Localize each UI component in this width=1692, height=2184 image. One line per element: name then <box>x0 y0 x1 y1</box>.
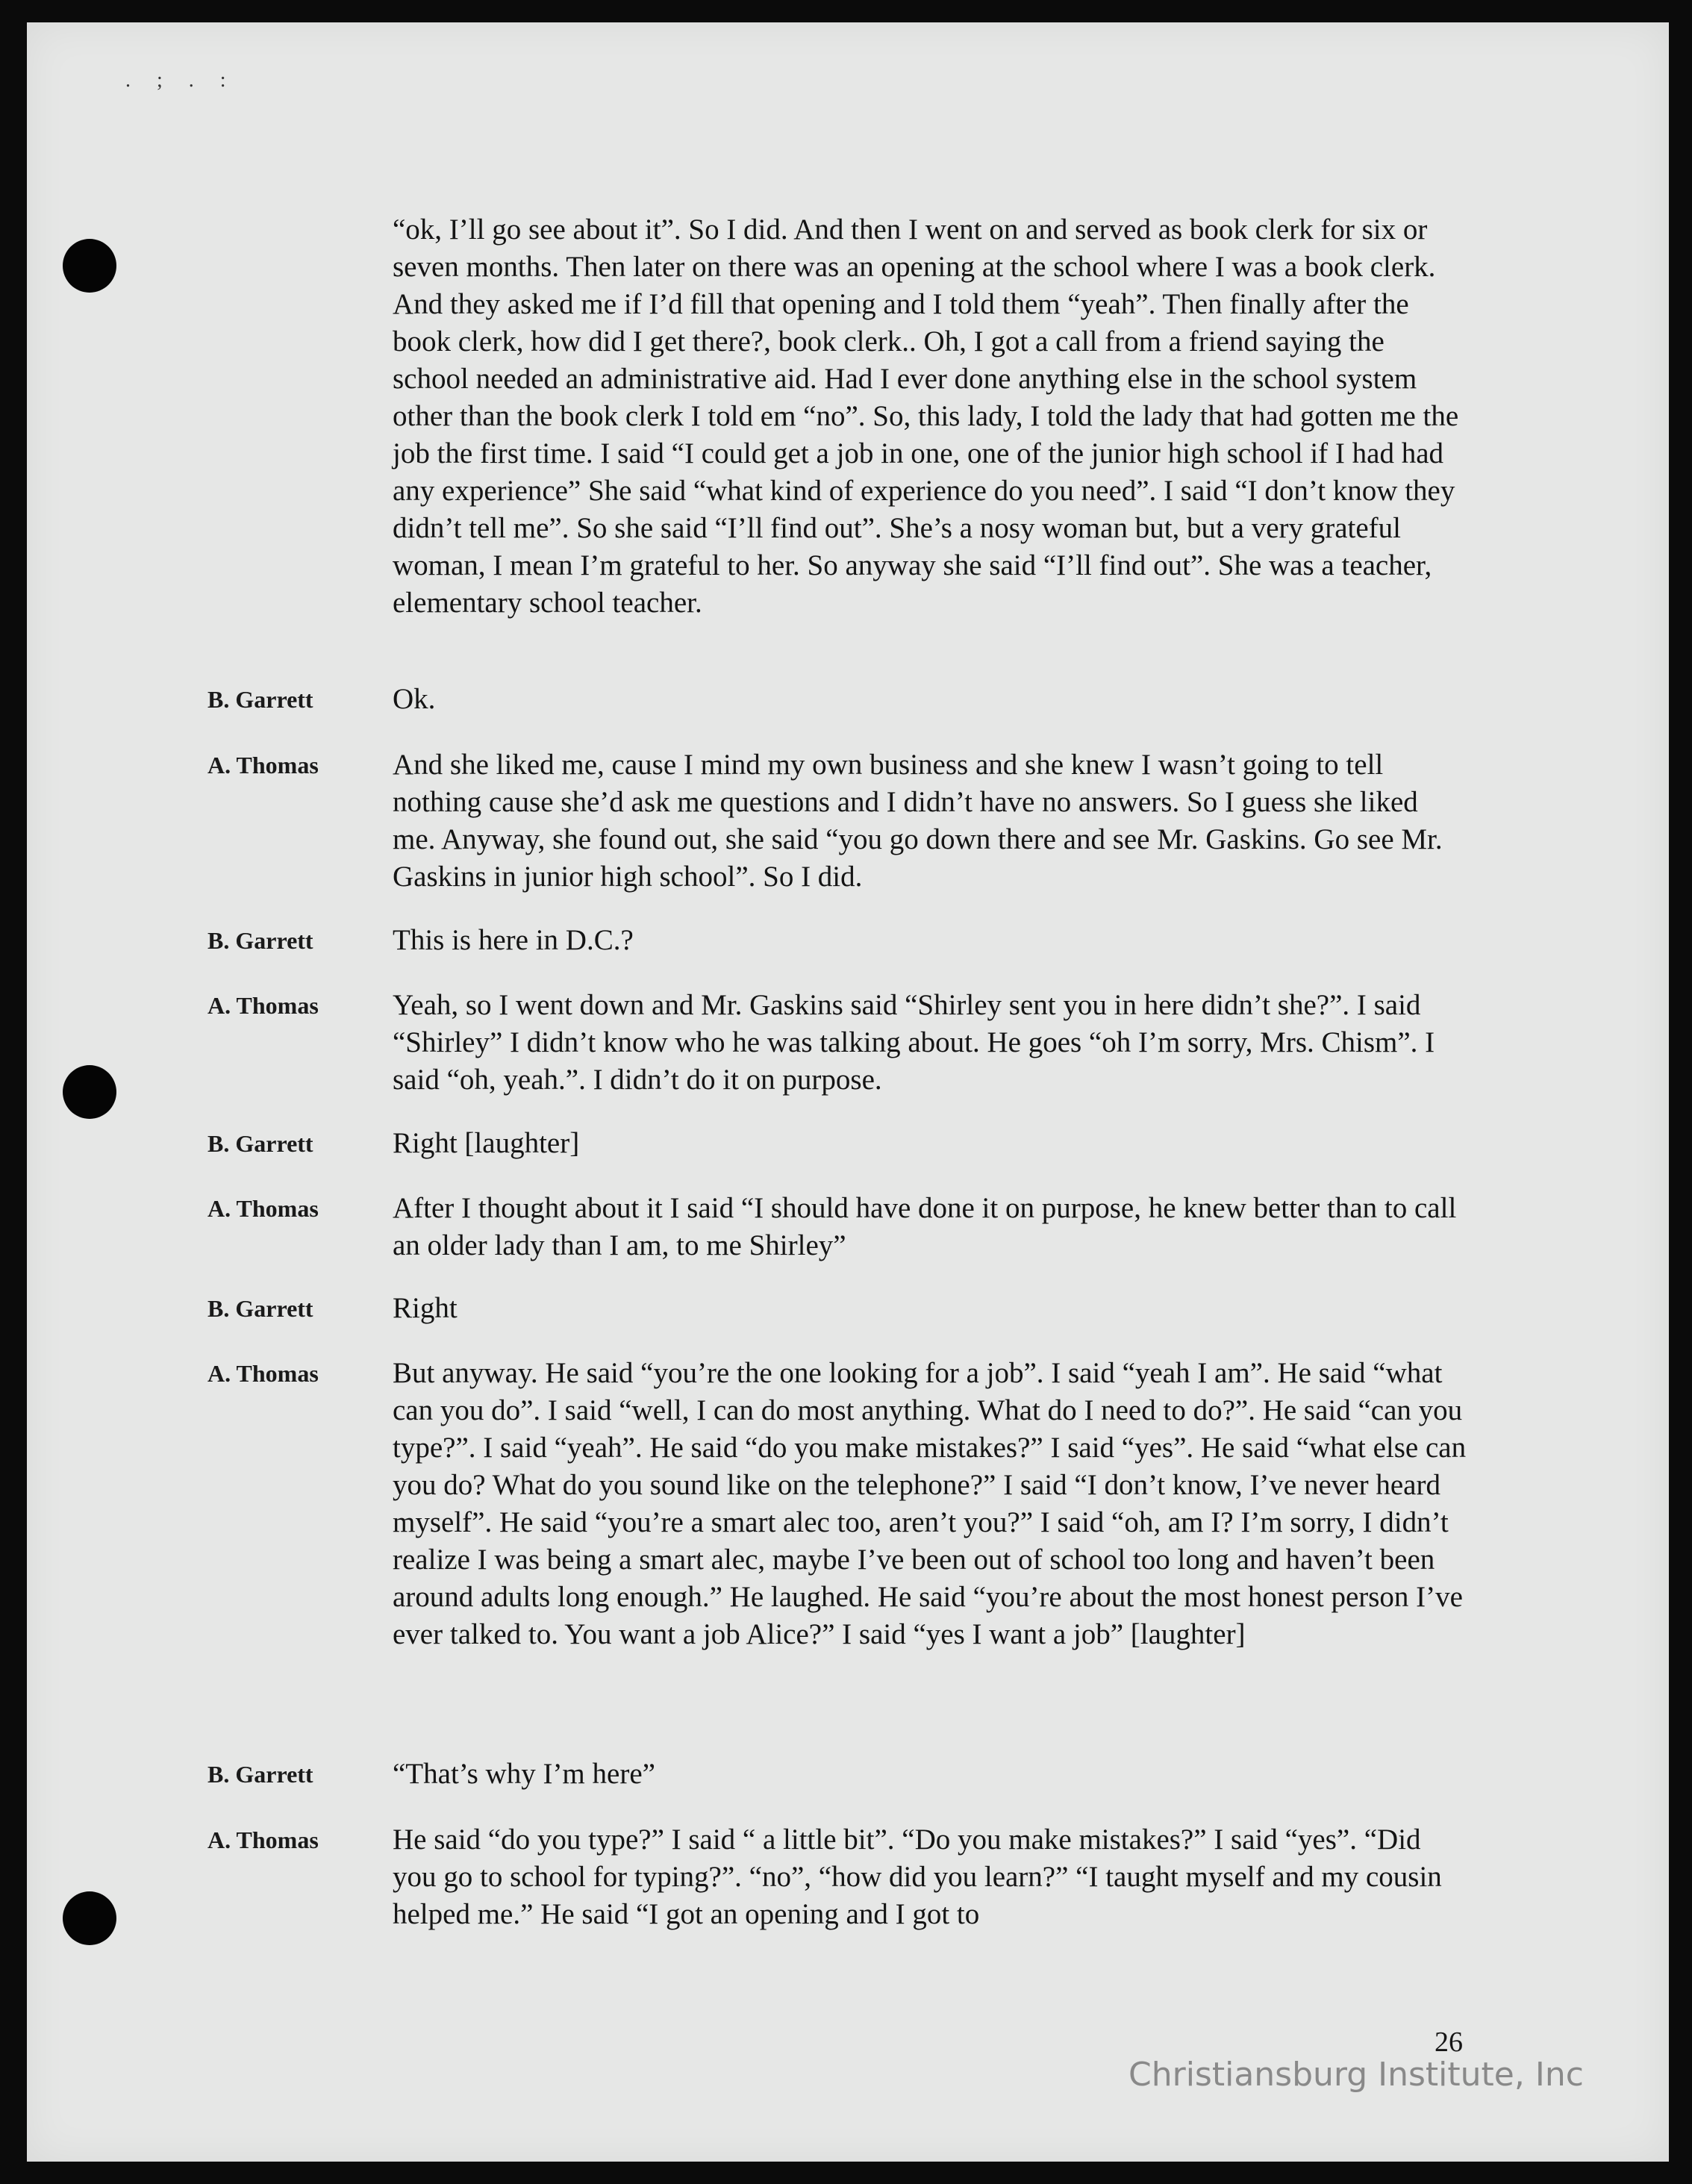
utterance-text: After I thought about it I said “I should have done it on purpose, he knew better than to call an older lady than I am, to me Shirley” <box>393 1192 1457 1261</box>
speaker-label: B. Garrett <box>207 927 313 954</box>
utterance-text: He said “do you type?” I said “ a little bit”. “Do you make mistakes?” I said “yes”. “Did you go to school for typing?”. “no”, “how did you learn?” “I taught myself and my cousin helped me.” He said “I got an opening and I got to <box>393 1823 1442 1930</box>
speaker-label: A. Thomas <box>207 1195 319 1222</box>
speaker-label: B. Garrett <box>207 686 313 713</box>
speaker-label: A. Thomas <box>207 1360 319 1387</box>
speaker-label: B. Garrett <box>207 1130 313 1157</box>
utterance-text: Yeah, so I went down and Mr. Gaskins said “Shirley sent you in here didn’t she?”. I said “Shirley” I didn’t know who he was talking about. He goes “oh I’m sorry, Mrs. Chism”. I said “oh, yeah.”. I didn’t do it on purpose. <box>393 989 1435 1096</box>
utterance-text: “That’s why I’m here” <box>393 1758 655 1790</box>
continuation-paragraph: “ok, I’ll go see about it”. So I did. And then I went on and served as book clerk for six or seven months. Then later on there was an opening at the school where I was a book clerk. And they asked me if I’d fill that opening and I told them “yeah”. Then finally after the book clerk, how did I get there?, book clerk.. Oh, I got a call from a friend saying the school needed an administrative aid. Had I ever done anything else in the school system other than the book clerk I told em “no”. So, this lady, I told the lady that had gotten me the job the first time. I said “I could get a job in one, one of the junior high school if I had had any experience” She said “what kind of experience do you need”. I said “I don’t know they didn’t tell me”. So she said “I’ll find out”. She’s a nosy woman but, but a very grateful woman, I mean I’m grateful to her. So anyway she said “I’ll find out”. She was a teacher, elementary school teacher. <box>393 213 1459 619</box>
utterance-text: Ok. <box>393 683 436 715</box>
page-number: 26 <box>1435 2027 1463 2058</box>
utterance-text: And she liked me, cause I mind my own business and she knew I wasn’t going to tell nothing cause she’d ask me questions and I didn’t have no answers. So I guess she liked me. Anyway, she found out, she said “you go down there and see Mr. Gaskins. Go see Mr. Gaskins in junior high school”. So I did. <box>393 749 1443 893</box>
speaker-label: B. Garrett <box>207 1761 313 1788</box>
utterance-text: But anyway. He said “you’re the one looking for a job”. I said “yeah I am”. He said “what can you do”. I said “well, I can do most anything. What do I need to do?”. He said “can you type?”. I said “yeah”. He said “do you make mistakes?” I said “yes”. He said “what else can you do? What do you sound like on the telephone?” I said “I don’t know, I’ve never heard myself”. He said “you’re a smart alec too, aren’t you?” I said “oh, am I? I’m sorry, I didn’t realize I was being a smart alec, maybe I’ve been out of school too long and haven’t been around adults long enough.” He laughed. He said “you’re about the most honest person I’ve ever talked to. You want a job Alice?” I said “yes I want a job” [laughter] <box>393 1357 1467 1650</box>
watermark: Christiansburg Institute, Inc <box>1128 2056 1584 2094</box>
speaker-label: B. Garrett <box>207 1295 313 1322</box>
utterance-text: Right <box>393 1292 458 1324</box>
speaker-label: A. Thomas <box>207 992 319 1019</box>
speaker-label: A. Thomas <box>207 1826 319 1853</box>
speaker-label: A. Thomas <box>207 752 319 779</box>
utterance-text: Right [laughter] <box>393 1127 580 1159</box>
binder-hole-bottom <box>63 1891 116 1945</box>
binder-hole-top <box>63 239 116 293</box>
paper-specks: . ; . : <box>125 69 237 92</box>
binder-hole-middle <box>63 1065 116 1119</box>
utterance-text: This is here in D.C.? <box>393 924 634 956</box>
